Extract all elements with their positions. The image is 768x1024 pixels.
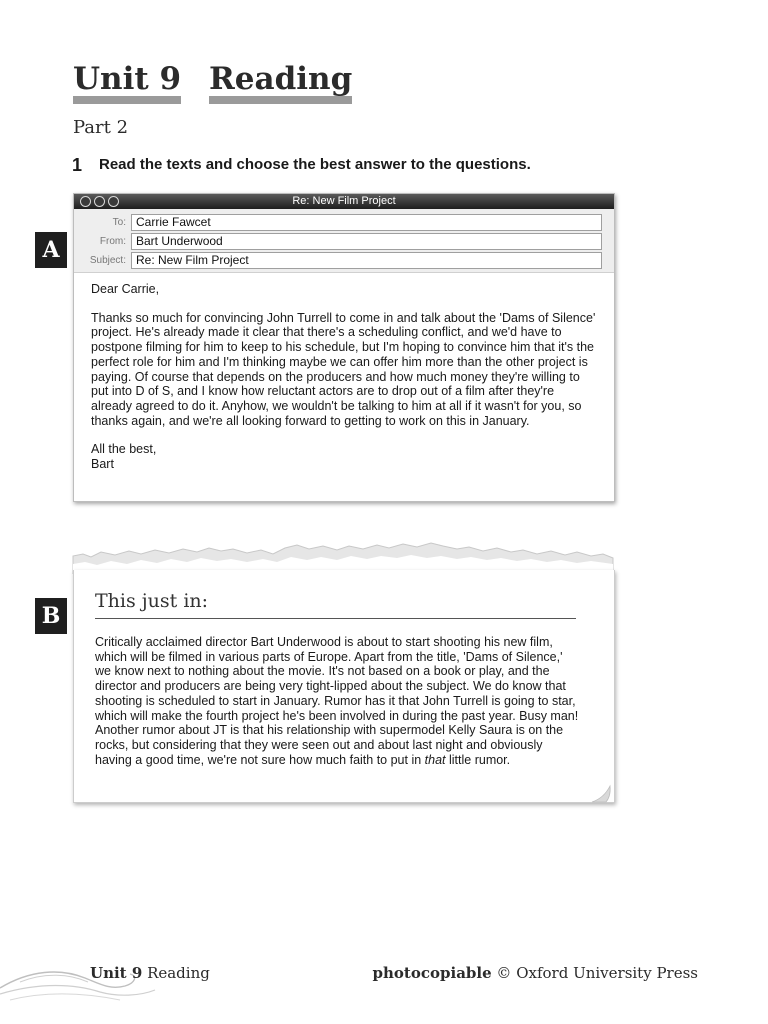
unit-number: Unit 9 <box>73 62 181 104</box>
footer-publisher: © Oxford University Press <box>496 964 698 982</box>
news-clipping <box>73 570 615 803</box>
news-title: This just in: <box>95 590 209 612</box>
from-row <box>74 232 602 251</box>
subject-label: Subject: <box>89 255 126 266</box>
page-curl-graphic <box>586 780 614 804</box>
to-row <box>74 213 602 232</box>
email-titlebar <box>74 194 614 209</box>
unit-section: Reading <box>209 62 352 104</box>
part-heading: Part 2 <box>73 117 129 138</box>
news-body-main: Critically acclaimed director Bart Underwood is about to start shooting his new film, which will be filmed in various parts of Europe. Apart from the title, 'Dams of Silence,' we know next to nothing about the movie. It's not based on a book or play, and the director and producers are being very tight-lipped about the subject. We do know that shooting is scheduled to start in January. Rumor has it that John Turrell is going to star, which will make the fourth project he's been involved in during the past year. Busy man! Another rumor about JT is that his relationship with supermodel Kelly Saura is on the rocks, but considering that they were seen out and about last night and obviously having a good time, we're not sure how much faith to put in <box>95 635 579 767</box>
news-body <box>95 635 579 767</box>
email-window-title: Re: New Film Project <box>292 195 396 207</box>
footer-unit <box>90 964 210 982</box>
page-title <box>73 62 352 104</box>
to-field: Carrie Fawcet <box>131 214 602 231</box>
email-signature: Bart <box>91 457 114 472</box>
email-body <box>74 273 614 472</box>
window-controls <box>80 196 119 207</box>
window-zoom-icon <box>108 196 119 207</box>
window-minimize-icon <box>94 196 105 207</box>
from-field: Bart Underwood <box>131 233 602 250</box>
badge-b: B <box>35 598 67 634</box>
instruction-text: Read the texts and choose the best answer to the questions. <box>99 156 531 173</box>
footer-photocopiable: photocopiable <box>372 964 492 982</box>
from-label: From: <box>99 236 126 247</box>
email-greeting: Dear Carrie, <box>91 282 160 296</box>
torn-edge-graphic <box>71 540 617 574</box>
email-window <box>73 193 615 502</box>
news-body-emphasis: that <box>424 752 446 767</box>
badge-a: A <box>35 232 67 268</box>
instruction-number: 1 <box>72 155 83 175</box>
window-close-icon <box>80 196 91 207</box>
news-title-rule <box>95 618 576 619</box>
footer-copyright <box>373 964 698 982</box>
subject-row <box>74 251 602 270</box>
news-body-end: little rumor. <box>445 752 511 767</box>
footer-section: Reading <box>147 964 210 982</box>
footer-unit-number: Unit 9 <box>90 964 143 982</box>
to-label: To: <box>112 217 126 228</box>
email-headers <box>74 209 614 273</box>
subject-field: Re: New Film Project <box>131 252 602 269</box>
email-paragraph: Thanks so much for convincing John Turrell to come in and talk about the 'Dams of Silence' project. He's already made it clear that there's a scheduling conflict, and we'd have to postpone filming for him to keep to his schedule, but I'm hoping to convince him that it's the perfect role for him and I'm thinking maybe we can offer him more than the other project is paying. Of course that depends on the producers and how much money they're willing to put into D of S, and I know how reluctant actors are to drop out of a film after they're already agreed to do it. Anyhow, we wouldn't be talking to him at all if it wasn't for you, so thanks again, and we're all looking forward to getting to work on this in January. <box>91 310 596 428</box>
email-signoff: All the best, <box>91 442 157 457</box>
